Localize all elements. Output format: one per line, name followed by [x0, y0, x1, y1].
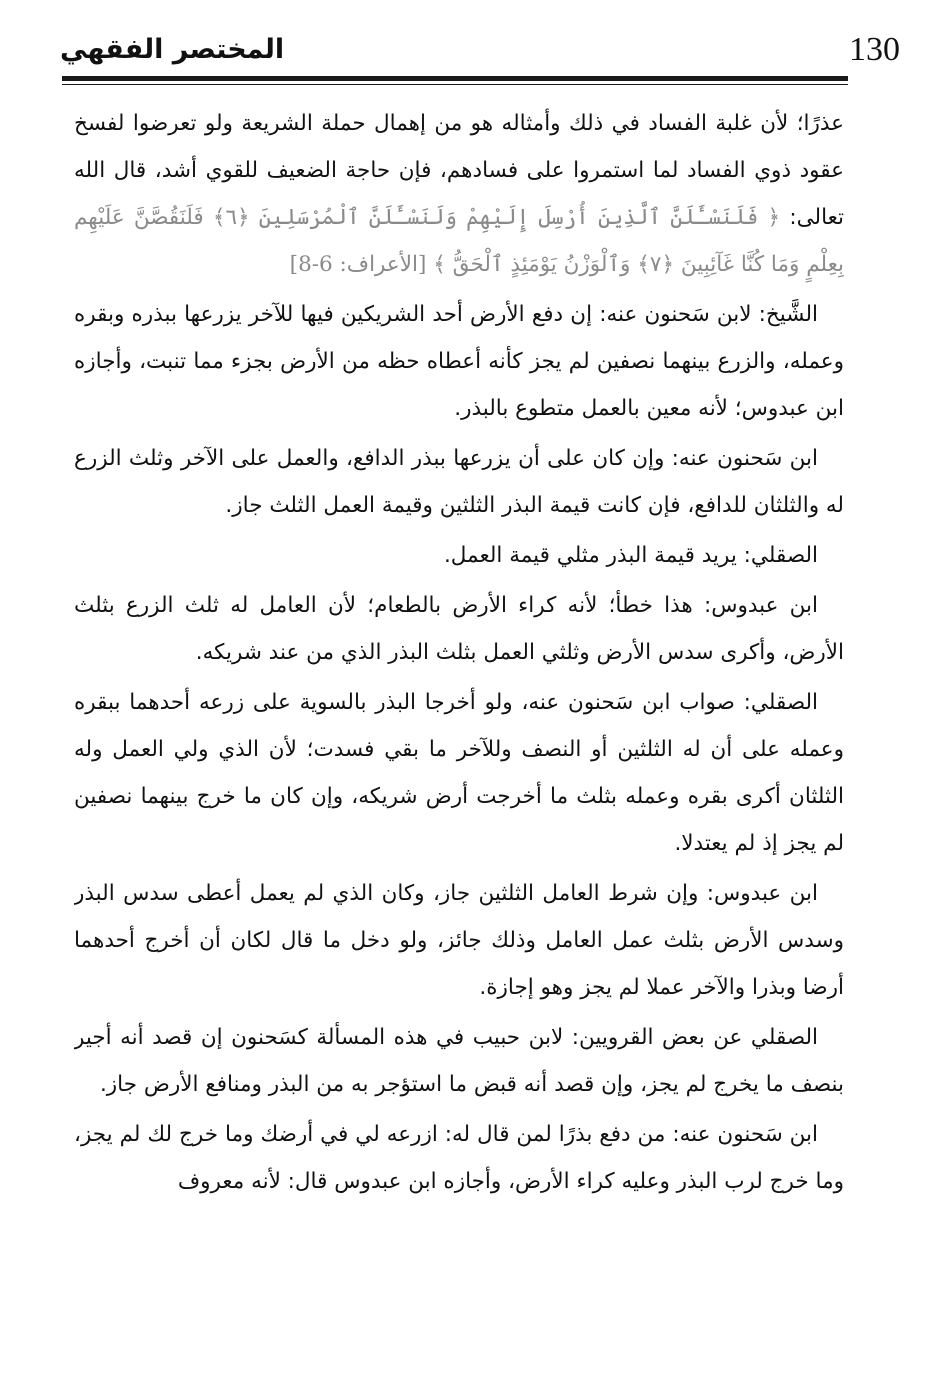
- quran-verse: ﴿ فَلَنَسْـَٔلَنَّ ٱلَّذِينَ أُرْسِلَ إِلَيْهِمْ وَلَنَسْـَٔلَنَّ ٱلْمُرْسَلِينَ ﴿٦﴾ فَلَنَقُصَّنَّ عَلَيْهِم بِعِلْمٍ وَمَا كُنَّا غَآئِبِينَ ﴿٧﴾ وَٱلْوَزْنُ يَوْمَئِذٍ ٱلْحَقُّ ﴾ [الأعراف: 6-8]: [74, 205, 844, 277]
- body-text: [74, 100, 844, 1370]
- paragraph-1: [74, 100, 844, 288]
- header-rule-thin: [62, 84, 848, 85]
- paragraph-7: ابن عبدوس: وإن شرط العامل الثلثين جاز، وكان الذي لم يعمل أعطى سدس البذر وسدس الأرض بثلث عمل العامل وذلك جائز، ولو دخل ما قال لكان أن أخرج أحدهما أرضا وبذرا والآخر عملا لم يجز وهو إجازة.: [74, 881, 844, 1000]
- paragraph-8: الصقلي عن بعض القرويين: لابن حبيب في هذه المسألة كسَحنون إن قصد أنه أجير بنصف ما يخرج لم يجز، وإن قصد أنه قبض ما استؤجر به من البذر ومنافع الأرض جاز.: [74, 1025, 844, 1097]
- page-header: [60, 28, 900, 74]
- paragraph-4: الصقلي: يريد قيمة البذر مثلي قيمة العمل.: [443, 543, 818, 568]
- paragraph-3: ابن سَحنون عنه: وإن كان على أن يزرعها ببذر الدافع، والعمل على الآخر وثلث الزرع له والثلثان للدافع، فإن كانت قيمة البذر الثلثين وقيمة العمل الثلث جاز.: [74, 446, 844, 518]
- paragraph-6: الصقلي: صواب ابن سَحنون عنه، ولو أخرجا البذر بالسوية على زرعه أحدهما ببقره وعمله على أن له الثلثين أو النصف وللآخر ما بقي فسدت؛ لأن الذي ولي العمل وله الثلثان أكرى بقره وعمله بثلث ما أخرجت أرض شريكه، وإن كان ما خرج بينهما نصفين لم يجز إذ لم يعتدلا.: [74, 690, 844, 856]
- book-title: المختصر الفقهي: [60, 34, 285, 65]
- paragraph-2: الشَّيخ: لابن سَحنون عنه: إن دفع الأرض أحد الشريكين فيها للآخر يزرعها ببذره وبقره وعمله، والزرع بينهما نصفين لم يجز كأنه أعطاه حظه من الأرض بجزء مما تنبت، وأجازه ابن عبدوس؛ لأنه معين بالعمل متطوع بالبذر.: [74, 302, 844, 421]
- header-rule-thick: [62, 76, 848, 81]
- paragraph-9: ابن سَحنون عنه: من دفع بذرًا لمن قال له: ازرعه لي في أرضك وما خرج لك لم يجز، وما خرج لرب البذر وعليه كراء الأرض، وأجازه ابن عبدوس قال: لأنه معروف: [74, 1122, 844, 1194]
- paragraph-5: ابن عبدوس: هذا خطأ؛ لأنه كراء الأرض بالطعام؛ لأن العامل له ثلث الزرع بثلث الأرض، وأكرى سدس الأرض وثلثي العمل بثلث البذر الذي من عند شريكه.: [74, 593, 844, 665]
- paragraph-text: عذرًا؛ لأن غلبة الفساد في ذلك وأمثاله هو من إهمال حملة الشريعة ولو تعرضوا لفسخ عقود ذوي الفساد لما استمروا على فسادهم، فإن حاجة الضعيف للقوي أشد، قال الله تعالى:: [74, 111, 844, 230]
- page-number: 130: [849, 31, 900, 68]
